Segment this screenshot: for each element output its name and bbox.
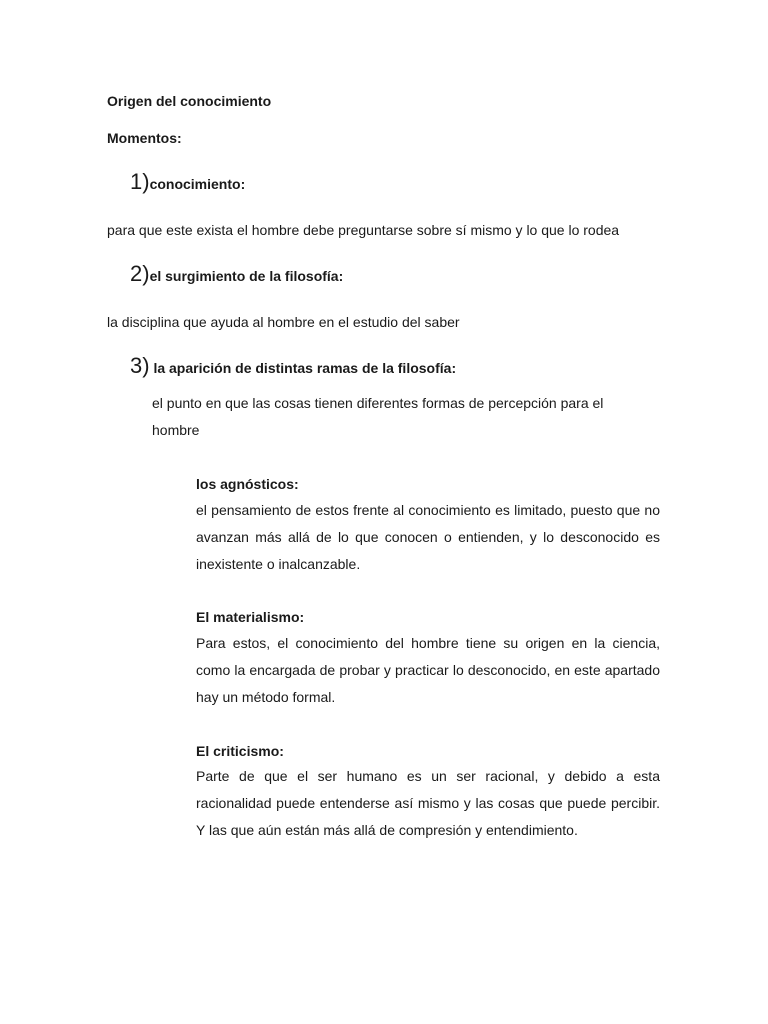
branch-2-text: Para estos, el conocimiento del hombre tiene su origen en la ciencia, como la encargada de probar y practicar lo desconocido, en este apartado hay un método formal. (196, 635, 660, 705)
branch-1-text: el pensamiento de estos frente al conocimiento es limitado, puesto que no avanzan más allá de lo que conocen o entienden, y lo desconocido es inexistente o inalcanzable. (196, 502, 660, 572)
document-title: Origen del conocimiento (107, 93, 272, 109)
moment-number: 3) (130, 353, 150, 378)
moment-3-text: el punto en que las cosas tienen diferentes formas de percepción para el hombre (152, 395, 604, 438)
moment-1-heading (130, 169, 245, 195)
moment-2-text: la disciplina que ayuda al hombre en el estudio del saber (107, 314, 460, 330)
moment-heading-text: el surgimiento de la filosofía: (149, 268, 344, 284)
moment-heading-text: la aparición de distintas ramas de la filosofía: (149, 360, 457, 376)
moment-number: 2) (130, 261, 150, 286)
branch-3-heading: El criticismo: (196, 743, 284, 759)
branch-2-heading: El materialismo: (196, 609, 305, 625)
moment-number: 1) (130, 169, 150, 194)
moment-2-heading (130, 261, 343, 287)
moment-heading-text: conocimiento: (149, 176, 246, 192)
branch-3-text: Parte de que el ser humano es un ser racional, y debido a esta racionalidad puede entenderse así mismo y las cosas que puede percibir. Y las que aún están más allá de compresión y entendimiento. (196, 768, 660, 838)
branch-1-heading: los agnósticos: (196, 476, 299, 492)
moment-1-text: para que este exista el hombre debe preguntarse sobre sí mismo y lo que lo rodea (107, 222, 620, 238)
document-subtitle: Momentos: (107, 130, 182, 146)
moment-3-heading (130, 353, 456, 379)
